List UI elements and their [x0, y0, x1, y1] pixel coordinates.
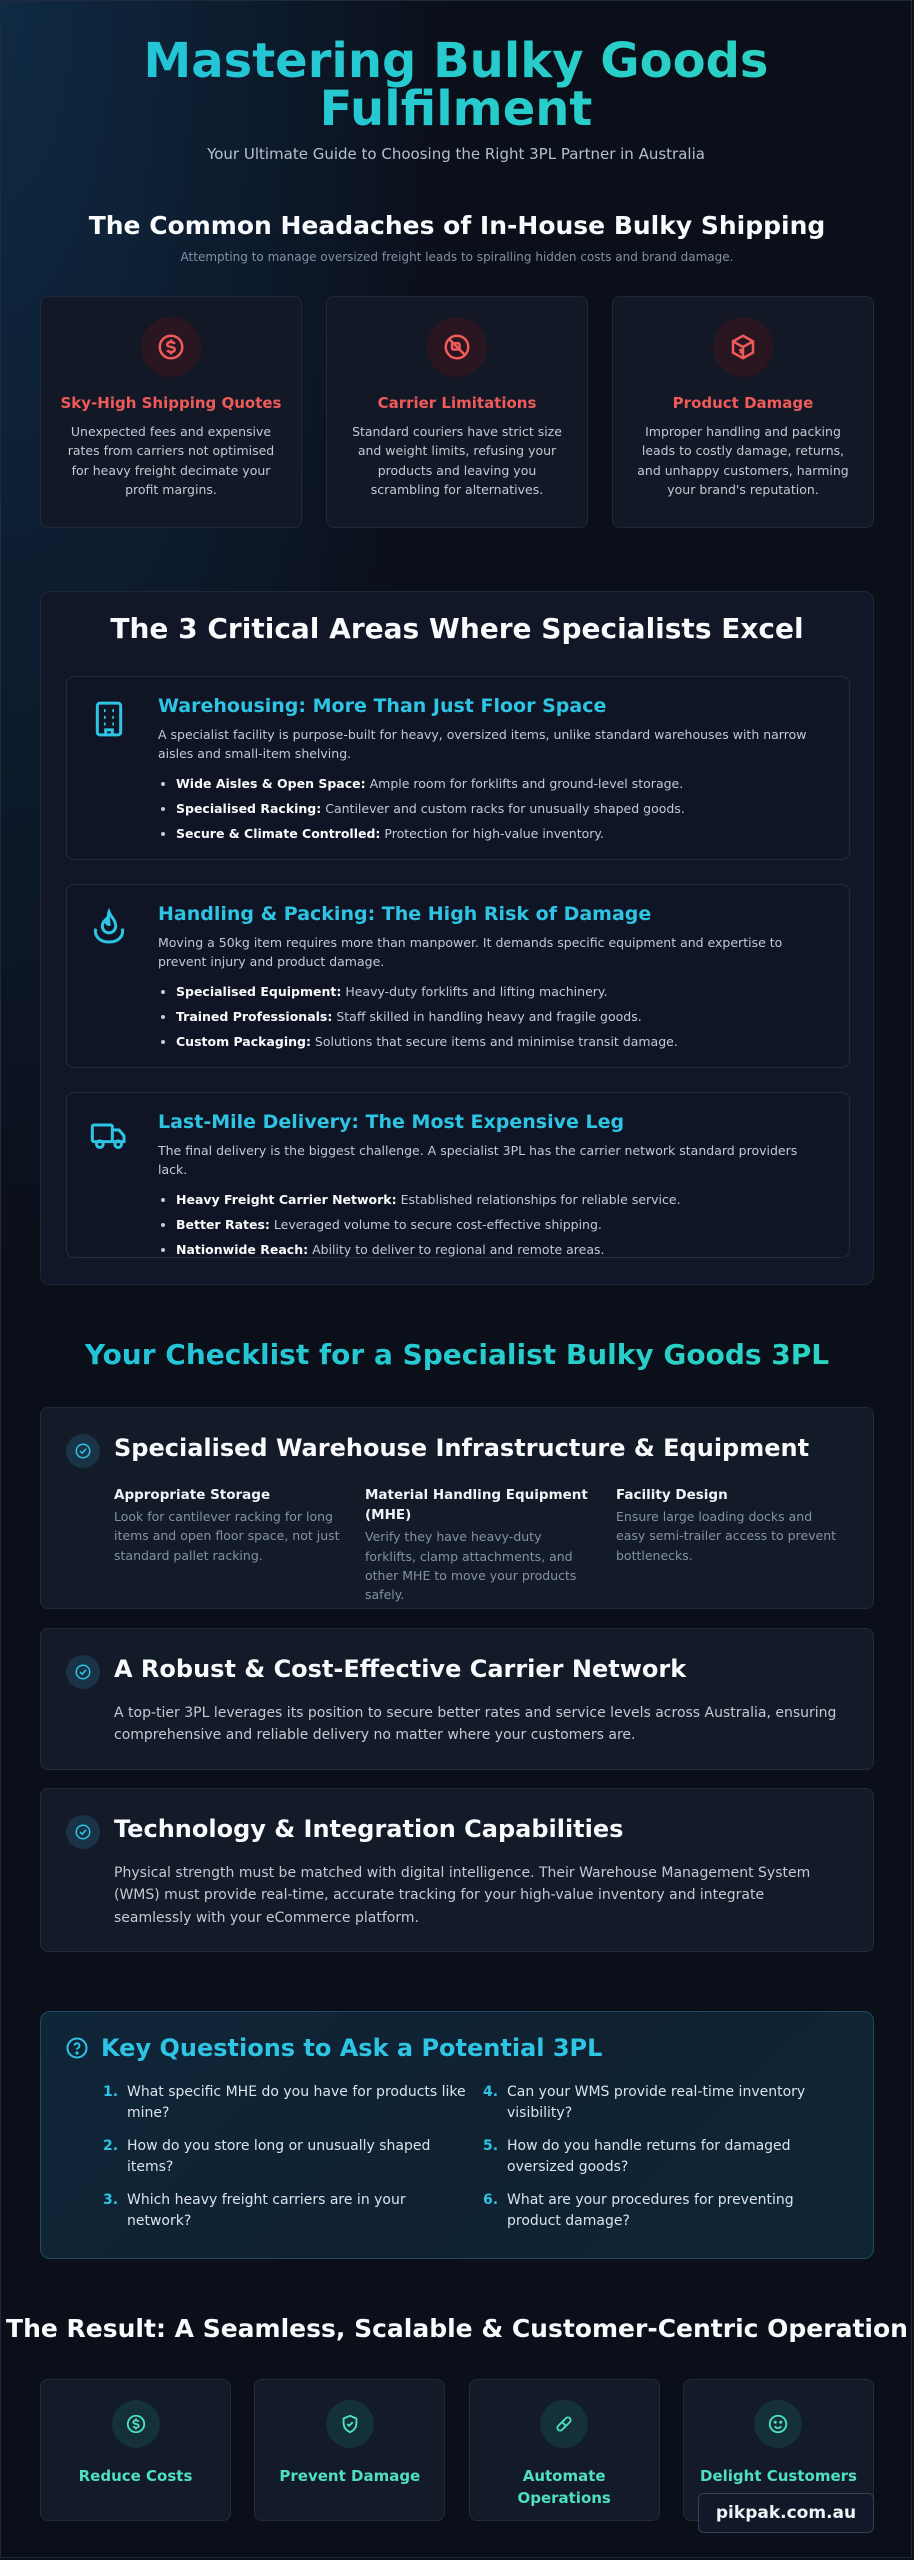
- list-item: • Custom Packaging: Solutions that secure items and minimise transit damage.: [176, 1034, 829, 1050]
- check-circle-icon: [66, 1815, 100, 1849]
- critical-card-handling: [66, 884, 850, 1068]
- facet-desc: Look for cantilever racking for long items and open floor space, not just standard pallet racking.: [114, 1509, 340, 1563]
- facet-title: Appropriate Storage: [114, 1486, 271, 1503]
- result-label: Prevent Damage: [279, 2467, 421, 2485]
- list-item: • Better Rates: Leveraged volume to secure cost-effective shipping.: [176, 1217, 829, 1233]
- result-card: [469, 2379, 660, 2521]
- hand-flame-icon: [89, 907, 129, 947]
- list-item: • Heavy Freight Carrier Network: Established relationships for reliable service.: [176, 1192, 829, 1208]
- check-circle-icon: [66, 1434, 100, 1468]
- headaches-header: [1, 211, 913, 264]
- blocked-truck-icon: [427, 317, 487, 377]
- critical-card-desc: The final delivery is the biggest challenge. A specialist 3PL has the carrier network standard providers lack.: [158, 1143, 798, 1178]
- questions-column: [103, 2082, 469, 2244]
- checklist-card-title: Specialised Warehouse Infrastructure & Equipment: [114, 1434, 810, 1462]
- list-item: • Specialised Racking: Cantilever and custom racks for unusually shaped goods.: [176, 801, 829, 817]
- pain-card-title: Product Damage: [672, 394, 814, 412]
- critical-card-points: [158, 984, 829, 1051]
- facet-desc: Ensure large loading docks and easy semi-trailer access to prevent bottlenecks.: [616, 1509, 837, 1563]
- critical-card-title: Warehousing: More Than Just Floor Space: [158, 695, 607, 717]
- building-icon: [89, 699, 129, 739]
- critical-card-title: Handling & Packing: The High Risk of Damage: [158, 903, 652, 925]
- question-circle-icon: [65, 2036, 89, 2060]
- hero-title-line2: Fulfilment: [319, 81, 593, 137]
- facet: [616, 1485, 845, 1605]
- key-questions-header: [65, 2034, 849, 2062]
- critical-card-warehousing: [66, 676, 850, 860]
- checklist-card-title: A Robust & Cost-Effective Carrier Network: [114, 1655, 687, 1683]
- headaches-cards: [40, 296, 874, 528]
- critical-card-delivery: [66, 1092, 850, 1258]
- list-item: • Secure & Climate Controlled: Protection for high-value inventory.: [176, 826, 829, 842]
- pain-card: [612, 296, 874, 528]
- facet-title: Material Handling Equipment (MHE): [365, 1486, 588, 1524]
- hero-title-line1: Mastering Bulky Goods: [143, 33, 769, 89]
- critical-card-title: Last-Mile Delivery: The Most Expensive Leg: [158, 1111, 625, 1133]
- facet: [114, 1485, 343, 1605]
- result-label: Automate Operations: [517, 2467, 611, 2507]
- critical-card-desc: Moving a 50kg item requires more than manpower. It demands specific equipment and expertise to prevent injury and product damage.: [158, 935, 783, 970]
- brand-link[interactable]: pikpak.com.au: [698, 2493, 874, 2533]
- list-item: • Wide Aisles & Open Space: Ample room for forklifts and ground-level storage.: [176, 776, 829, 792]
- hero-subtitle: Your Ultimate Guide to Choosing the Right 3PL Partner in Australia: [207, 145, 705, 163]
- damaged-box-icon: [713, 317, 773, 377]
- pain-card-desc: Unexpected fees and expensive rates from carriers not optimised for heavy freight decimate your profit margins.: [67, 424, 275, 498]
- critical-card-points: [158, 1192, 829, 1259]
- facet-title: Facility Design: [616, 1486, 728, 1503]
- truck-icon: [89, 1115, 129, 1155]
- checklist-card-infrastructure: [40, 1407, 874, 1609]
- hero-title: [1, 1, 911, 137]
- facet-row: [114, 1485, 845, 1605]
- checklist-card-desc: A top-tier 3PL leverages its position to secure better rates and service levels across Australia, ensuring comprehensive and reliable delivery no matter where your customers are.: [114, 1704, 837, 1744]
- list-item: 4. Can your WMS provide real-time inventory visibility?: [483, 2084, 806, 2121]
- critical-areas-title: The 3 Critical Areas Where Specialists Excel: [110, 612, 804, 645]
- checklist-title: Your Checklist for a Specialist Bulky Goods 3PL: [1, 1338, 913, 1371]
- check-circle-icon: [66, 1655, 100, 1689]
- checklist-card-carrier: [40, 1628, 874, 1770]
- list-item: 1. What specific MHE do you have for products like mine?: [103, 2084, 466, 2121]
- result-card: [40, 2379, 231, 2521]
- pain-card: [40, 296, 302, 528]
- checklist-card-technology: [40, 1788, 874, 1952]
- pain-card: [326, 296, 588, 528]
- facet: [365, 1485, 594, 1605]
- pain-card-desc: Improper handling and packing leads to costly damage, returns, and unhappy customers, harming your brand's reputation.: [637, 424, 849, 498]
- list-item: 2. How do you store long or unusually shaped items?: [103, 2138, 431, 2175]
- smile-icon: [754, 2400, 802, 2448]
- dollar-icon: [112, 2400, 160, 2448]
- critical-card-points: [158, 776, 829, 843]
- critical-areas-section: [40, 591, 874, 1285]
- list-item: 5. How do you handle returns for damaged oversized goods?: [483, 2138, 791, 2175]
- pain-card-title: Carrier Limitations: [377, 394, 537, 412]
- result-label: Delight Customers: [700, 2467, 857, 2485]
- headaches-title: The Common Headaches of In-House Bulky Shipping: [88, 211, 826, 240]
- key-questions-section: [40, 2011, 874, 2259]
- shield-check-icon: [326, 2400, 374, 2448]
- checklist-card-title: Technology & Integration Capabilities: [114, 1815, 624, 1843]
- key-questions-title: Key Questions to Ask a Potential 3PL: [101, 2034, 603, 2062]
- list-item: 3. Which heavy freight carriers are in your network?: [103, 2192, 406, 2229]
- questions-column: [469, 2082, 849, 2244]
- list-item: • Trained Professionals: Staff skilled in handling heavy and fragile goods.: [176, 1009, 829, 1025]
- pain-card-desc: Standard couriers have strict size and weight limits, refusing your products and leaving you scrambling for alternatives.: [352, 424, 562, 498]
- list-item: • Nationwide Reach: Ability to deliver to regional and remote areas.: [176, 1242, 829, 1258]
- facet-desc: Verify they have heavy-duty forklifts, clamp attachments, and other MHE to move your products safely.: [365, 1529, 577, 1603]
- pill-icon: [540, 2400, 588, 2448]
- result-label: Reduce Costs: [78, 2467, 193, 2485]
- result-card: [254, 2379, 445, 2521]
- key-questions-list: [65, 2082, 849, 2244]
- checklist-card-desc: Physical strength must be matched with digital intelligence. Their Warehouse Management System (WMS) must provide real-time, accurate tracking for your high-value inventory and integrate seamlessly with your eCommerce platform.: [114, 1864, 811, 1926]
- headaches-subtitle: Attempting to manage oversized freight leads to spiralling hidden costs and brand damage.: [180, 250, 734, 264]
- list-item: 6. What are your procedures for preventing product damage?: [483, 2192, 794, 2229]
- list-item: • Specialised Equipment: Heavy-duty forklifts and lifting machinery.: [176, 984, 829, 1000]
- result-title: The Result: A Seamless, Scalable & Customer-Centric Operation: [6, 2314, 908, 2343]
- dollar-circle-icon: [141, 317, 201, 377]
- pain-card-title: Sky-High Shipping Quotes: [60, 394, 282, 412]
- critical-card-desc: A specialist facility is purpose-built for heavy, oversized items, unlike standard warehouses with narrow aisles and small-item shelving.: [158, 727, 807, 762]
